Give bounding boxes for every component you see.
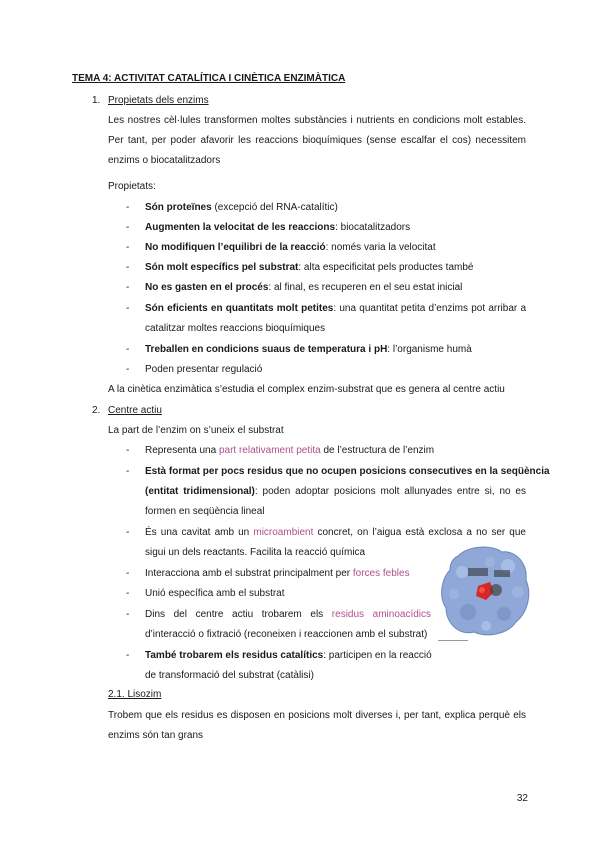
list-bullet: -: [126, 609, 130, 620]
list-bullet: -: [126, 445, 130, 456]
list-item: Són eficients en quantitats molt petites: una quantitat petita d’enzims pot arribar a: [145, 303, 527, 314]
list-bullet: -: [126, 202, 130, 213]
subsection-para-line-2: enzims són tan grans: [108, 730, 204, 741]
section-1-heading: Propietats dels enzims: [108, 95, 209, 106]
list-item: Unió específica amb el substrat: [145, 588, 285, 599]
list-item: És una cavitat amb un microambient concret, on l’aigua està exclosa a no ser que: [145, 527, 526, 538]
list-item: Són proteïnes (excepció del RNA-catalític): [145, 202, 338, 213]
list-bullet: -: [126, 568, 130, 579]
page-title: TEMA 4: ACTIVITAT CATALÍTICA I CINÈTICA ENZIMÀTICA: [72, 73, 346, 84]
list-bullet: -: [126, 262, 130, 273]
list-bullet: -: [126, 588, 130, 599]
list-item: No es gasten en el procés: al final, es recuperen en el seu estat inicial: [145, 282, 463, 293]
section-1-para-line-1: Les nostres cèl·lules transformen moltes substàncies i nutrients en condicions molt estables.: [108, 115, 526, 126]
list-bullet: -: [126, 527, 130, 538]
list-bullet: -: [126, 466, 130, 477]
list-item: Dins del centre actiu trobarem els residus aminoacídics: [145, 609, 432, 620]
list-item: Interacciona amb el substrat principalment per forces febles: [145, 568, 410, 579]
section-2-number: 2.: [92, 405, 101, 416]
protein-structure-icon: [438, 542, 532, 642]
list-item: També trobarem els residus catalítics: participen en la reacció: [145, 650, 432, 661]
section-2-intro: La part de l’enzim on s’uneix el substrat: [108, 425, 284, 436]
list-item-continuation: sigui un dels reactants. Facilita la reacció química: [145, 547, 366, 558]
list-item: Poden presentar regulació: [145, 364, 263, 375]
subsection-para-line-1: Trobem que els residus es disposen en posicions molt diverses i, per tant, explica perquè els: [108, 710, 526, 721]
section-2-heading: Centre actiu: [108, 405, 162, 416]
list-item-continuation: d’interacció o fixtració (reconeixen i reaccionen amb el substrat): [145, 629, 428, 640]
protein-structure-image: [438, 542, 532, 642]
list-bullet: -: [126, 282, 130, 293]
list-item: Treballen en condicions suaus de temperatura i pH: l’organisme humà: [145, 344, 472, 355]
list-item-continuation: de transformació del substrat (catàlisi): [145, 670, 314, 681]
list-bullet: -: [126, 344, 130, 355]
figure-caption-mark: [438, 640, 468, 641]
list-bullet: -: [126, 303, 130, 314]
list-bullet: -: [126, 242, 130, 253]
section-1-closing: A la cinètica enzimàtica s’estudia el complex enzim-substrat que es genera al centre actiu: [108, 384, 505, 395]
list-item: No modifiquen l’equilibri de la reacció: només varia la velocitat: [145, 242, 436, 253]
list-item: Representa una part relativament petita de l’estructura de l’enzim: [145, 445, 435, 456]
list-bullet: -: [126, 650, 130, 661]
section-1-para-line-2: Per tant, per poder afavorir les reaccions bioquímiques (sense escalfar el cos) necessitem: [108, 135, 526, 146]
list-bullet: -: [126, 222, 130, 233]
list-item: Augmenten la velocitat de les reaccions: biocatalitzadors: [145, 222, 411, 233]
section-1-para-line-3: enzims o biocatalitzadors: [108, 155, 221, 166]
page-number: 32: [516, 793, 528, 804]
list-item-continuation: (entitat tridimensional): poden adoptar posicions molt allunyades entre si, no es: [145, 486, 526, 497]
properties-label: Propietats:: [108, 181, 156, 192]
subsection-heading: 2.1. Lisozim: [108, 689, 162, 700]
list-item: Està format per pocs residus que no ocupen posicions consecutives en la seqüència: [145, 466, 550, 477]
list-bullet: -: [126, 364, 130, 375]
list-item-continuation: formen en seqüència lineal: [145, 506, 265, 517]
list-item-continuation: catalitzar moltes reaccions bioquímiques: [145, 323, 326, 334]
list-item: Són molt específics pel substrat: alta especificitat pels productes també: [145, 262, 474, 273]
section-1-number: 1.: [92, 95, 101, 106]
